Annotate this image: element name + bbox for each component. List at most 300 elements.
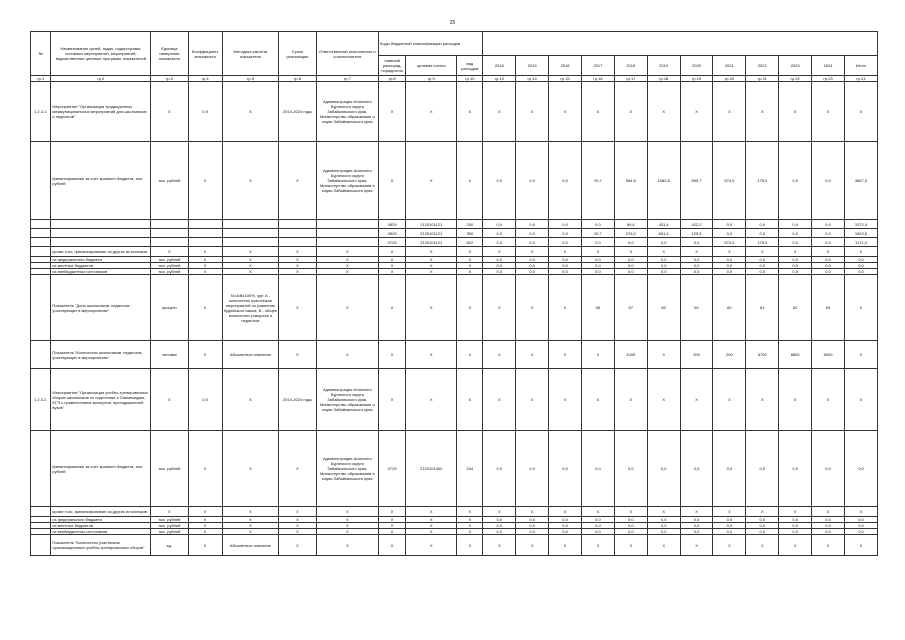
cell-value: 0,0 [812,529,845,535]
header-name: Наименование целей, задач, подпрограмм, основных мероприятий, мероприятий, ведомственных целевых программ, показателей [51,32,151,76]
cell-total: 1623,6 [844,229,877,238]
cell-value: 0,0 [713,229,746,238]
cell-value: X [680,82,713,142]
cell-value: X [647,507,680,517]
cell-value: 0,0 [647,257,680,263]
cell-resp: X [316,507,378,517]
cell-value: X [647,341,680,369]
cell-value: 0,0 [549,257,582,263]
cell-value: X [581,535,614,556]
cell-value: X [713,369,746,431]
cell-value: 0,0 [581,517,614,523]
cell-value: 0,0 [483,529,516,535]
cell-value: 0,0 [713,220,746,229]
cell-value: 0,0 [516,517,549,523]
cell-value: 0,0 [483,523,516,529]
header-year: 2023 [779,56,812,76]
cell-value: 0,0 [483,517,516,523]
cell-coef [188,229,222,238]
cell-value: X [812,369,845,431]
cell-term: X [279,142,316,220]
cell-value: X [614,247,647,257]
cell-value: 0,0 [812,263,845,269]
cell-coef: X [188,142,222,220]
header-row [31,32,878,56]
cell-unit [151,238,188,247]
cell-term: X [279,529,316,535]
cell-method: X [222,523,279,529]
cell-vr: X [457,257,483,263]
cell-value: X [680,369,713,431]
header-year: 2016 [549,56,582,76]
cell-value: 0,0 [483,431,516,507]
cell-value: 0,0 [614,269,647,275]
cell-value: 0,0 [647,523,680,529]
cell-value: 0,0 [713,269,746,275]
cell-value: X [713,535,746,556]
cell-grbs: 0829 [379,229,406,238]
cell-value: 69,4 [614,220,647,229]
cell-vr: X [457,269,483,275]
page-number: 25 [449,20,456,26]
cell-resp: X [316,523,378,529]
cell-unit: тыс. рублей [151,142,188,220]
cell-grbs: X [379,82,406,142]
cell-name [51,220,151,229]
cell-value: 0,0 [746,529,779,535]
cell-value: X [549,82,582,142]
cell-coef: X [188,517,222,523]
col-num: гр.16 [581,76,614,82]
col-num: гр.21 [746,76,779,82]
cell-term: X [279,523,316,529]
cell-value: 0,0 [516,229,549,238]
cell-value: 0,0 [483,220,516,229]
cell-method: X [222,369,279,431]
cell-value: 0,0 [614,523,647,529]
cell-value: 0,0 [549,229,582,238]
cell-value: 0,0 [647,269,680,275]
cell-value: 29,7 [581,142,614,220]
cell-coef: 0,9 [188,82,222,142]
cell-name: из внебюджетных источников [51,529,151,535]
cell-value: X [516,247,549,257]
cell-unit: ед. [151,535,188,556]
cell-value: X [680,247,713,257]
col-num: гр.18 [647,76,680,82]
table-row [31,82,878,142]
cell-name: Показатель "Количество школьников, педагогов, участвующих в мероприятиях" [51,341,151,369]
cell-value: 6900 [812,341,845,369]
cell-value: X [516,341,549,369]
header-term: Сроки реализации [279,32,316,76]
cell-value: 0,0 [779,257,812,263]
cell-value: 0,0 [746,220,779,229]
cell-total: 1072,4 [844,220,877,229]
cell-name: Мероприятие "Организация традиционных межмуниципальных мероприятий для школьников и педагогов" [51,82,151,142]
cell-value: 0,0 [746,229,779,238]
cell-coef: X [188,341,222,369]
cell-value: X [812,535,845,556]
header-year: 2022 [746,56,779,76]
cell-value: 0,0 [549,529,582,535]
cell-value: X [713,247,746,257]
cell-value: 0,0 [779,142,812,220]
cell-grbs: X [379,523,406,529]
cell-name: из местных бюджетов [51,263,151,269]
col-num: гр.8 [379,76,406,82]
cell-name: Показатель "Доля школьников, педагогов, участвующих в мероприятиях" [51,275,151,341]
cell-grbs: X [379,369,406,431]
cell-grbs: 0729 [379,431,406,507]
cell-value: 0,0 [614,529,647,535]
cell-term: X [279,535,316,556]
cell-value: X [713,507,746,517]
cell-value: 0,0 [581,269,614,275]
cell-value: 0,0 [812,229,845,238]
col-num: гр.23 [812,76,845,82]
cell-value: 6700 [746,341,779,369]
cell-value: X [680,507,713,517]
cell-total: X [844,275,877,341]
cell-value: 0,0 [680,529,713,535]
table-row [31,238,878,247]
table-row [31,341,878,369]
cell-grbs: X [379,263,406,269]
cell-value: X [746,247,779,257]
cell-value: X [581,82,614,142]
cell-value: 0,0 [516,523,549,529]
cell-value: 0,0 [779,529,812,535]
cell-value: X [647,369,680,431]
header-year: 2019 [647,56,680,76]
cell-value: X [516,82,549,142]
cell-unit: тыс. рублей [151,517,188,523]
cell-value: X [516,369,549,431]
cell-value: 60 [647,275,680,341]
col-num: гр.6 [279,76,316,82]
cell-resp: X [316,517,378,523]
cell-csr: X [406,523,457,529]
cell-unit: X [151,507,188,517]
cell-value: 0,0 [483,238,516,247]
cell-value: 63 [812,275,845,341]
cell-value: X [483,247,516,257]
cell-csr: 2120101121 [406,229,457,238]
header-total: Итого [844,56,877,76]
cell-method: Абсолютное значение [222,535,279,556]
cell-csr: 2120101121 [406,238,457,247]
cell-value: 175,0 [746,238,779,247]
col-num: гр.3 [151,76,188,82]
cell-value: 0,0 [549,263,582,269]
cell-value: 0,0 [483,142,516,220]
cell-vr: X [457,263,483,269]
cell-value: X [549,275,582,341]
cell-value: 431,4 [647,220,680,229]
cell-value: 0,0 [516,529,549,535]
cell-vr: X [457,529,483,535]
cell-no [31,507,51,517]
cell-term [279,220,316,229]
cell-value: 0,0 [746,263,779,269]
col-num: гр.13 [483,76,516,82]
cell-value: 276,0 [614,229,647,238]
header-unit: Единица измерения показателя [151,32,188,76]
cell-term: X [279,247,316,257]
table-row [31,142,878,220]
cell-total: 0,0 [844,263,877,269]
cell-value: 1082,8 [647,142,680,220]
cell-coef: X [188,535,222,556]
cell-value: 0,0 [549,238,582,247]
cell-vr: X [457,142,483,220]
cell-term: X [279,517,316,523]
cell-csr: X [406,275,457,341]
cell-resp [316,238,378,247]
header-year: 2019 [516,56,549,76]
cell-term: X [279,263,316,269]
cell-name: из федерального бюджета [51,517,151,523]
col-num: гр.10 [457,76,483,82]
cell-value: 0,0 [812,220,845,229]
cell-value: 0,0 [713,263,746,269]
cell-value: X [581,341,614,369]
cell-grbs: X [379,517,406,523]
cell-value: X [483,341,516,369]
cell-name [51,229,151,238]
header-year: 2024 [812,56,845,76]
cell-value: 574,0 [713,238,746,247]
cell-value: 1000 [614,341,647,369]
header-blank [483,32,878,56]
cell-value: 125,5 [680,229,713,238]
cell-value: 0,0 [812,517,845,523]
col-num: гр.19 [680,76,713,82]
cell-grbs: X [379,535,406,556]
cell-method: X [222,82,279,142]
cell-no [31,275,51,341]
cell-method: X [222,529,279,535]
cell-unit: тыс. рублей [151,431,188,507]
cell-vr: 350 [457,229,483,238]
cell-value: 0,0 [581,220,614,229]
cell-total: 0,0 [844,523,877,529]
cell-total: X [844,369,877,431]
cell-value: 0,0 [581,431,614,507]
cell-value: 0,0 [483,263,516,269]
cell-unit: тыс. рублей [151,529,188,535]
header-year: 2017 [581,56,614,76]
cell-value: X [779,247,812,257]
cell-csr: X [406,507,457,517]
cell-value: X [581,369,614,431]
cell-value: X [746,535,779,556]
cell-vr: X [457,523,483,529]
cell-unit: тыс. рублей [151,523,188,529]
cell-csr: X [406,257,457,263]
col-num: гр.9 [406,76,457,82]
cell-value: 0,0 [647,431,680,507]
cell-value: X [680,535,713,556]
cell-value: 0,0 [812,523,845,529]
cell-value: 0,0 [614,238,647,247]
cell-no: 1.2.3.1. [31,82,51,142]
cell-csr: X [406,269,457,275]
cell-value: 0,0 [746,523,779,529]
table-row [31,369,878,431]
cell-value: 0,0 [647,263,680,269]
cell-term: X [279,269,316,275]
cell-term: 2014-2024 годы [279,369,316,431]
cell-coef: X [188,529,222,535]
cell-resp: Администрация Агинского Бурятского округа Забайкальского края, Министерство образования и науки Забайкальского края [316,369,378,431]
cell-csr: 2120101121 [406,220,457,229]
cell-value: X [779,369,812,431]
col-num: гр.17 [614,76,647,82]
cell-value: X [549,247,582,257]
cell-resp: Администрация Агинского Бурятского округа Забайкальского края, Министерство образования и науки Забайкальского края [316,431,378,507]
cell-unit [151,229,188,238]
cell-value: 0,0 [680,269,713,275]
cell-vr: X [457,369,483,431]
cell-unit: X [151,369,188,431]
header-no: № [31,32,51,76]
cell-resp: X [316,263,378,269]
cell-value: 0,0 [779,517,812,523]
cell-vr: X [457,517,483,523]
cell-no [31,229,51,238]
cell-term [279,238,316,247]
cell-term: 2014-2024 годы [279,82,316,142]
cell-coef: X [188,431,222,507]
cell-name: из внебюджетных источников [51,269,151,275]
cell-value: 0,0 [680,517,713,523]
cell-resp: Администрация Агинского Бурятского округа Забайкальского края, Министерство образования и науки Забайкальского края [316,82,378,142]
cell-value: 6800 [779,341,812,369]
cell-value: X [746,82,779,142]
cell-value: 0,0 [812,257,845,263]
cell-value: 0,0 [581,257,614,263]
cell-unit: тыс. рублей [151,257,188,263]
cell-vr: 240 [457,220,483,229]
cell-term: X [279,341,316,369]
cell-unit: тыс. рублей [151,263,188,269]
cell-csr: X [406,529,457,535]
cell-total: 0,0 [844,269,877,275]
cell-value: 61 [746,275,779,341]
cell-value: 0,0 [614,263,647,269]
cell-total: 0,0 [844,257,877,263]
cell-vr: X [457,275,483,341]
cell-value: 0,0 [680,238,713,247]
cell-method [222,238,279,247]
header-year: 2021 [713,56,746,76]
cell-value: 175,0 [746,142,779,220]
cell-value: 0,0 [483,229,516,238]
cell-value: 0,0 [812,238,845,247]
cell-total: X [844,341,877,369]
cell-value: 0,0 [746,517,779,523]
cell-csr: X [406,535,457,556]
cell-value: 0,0 [614,257,647,263]
cell-no [31,142,51,220]
cell-total: 0,0 [844,431,877,507]
cell-value: X [614,535,647,556]
cell-value: 57 [614,275,647,341]
cell-name: Мероприятие "Организация учебно-тренировочных сборов школьников по подготовке к Олимпиадам, ЕГЭ с привлечением экспертов, преподавателей вузов" [51,369,151,431]
cell-method: N=A/Bx100%, где: A - количество участников мероприятий по развитию будайского языка; B - общее количество учащихся и педагогов [222,275,279,341]
cell-value: X [614,82,647,142]
cell-value: X [483,82,516,142]
cell-value: 0,0 [713,529,746,535]
cell-total: 0,0 [844,517,877,523]
cell-value: 0,0 [647,517,680,523]
cell-value: 0,0 [779,269,812,275]
cell-value: X [581,247,614,257]
cell-value: 0,0 [549,220,582,229]
cell-csr: X [406,369,457,431]
cell-grbs: X [379,247,406,257]
cell-name: финансирование за счет краевого бюджета, тыс. рублей [51,431,151,507]
cell-value: 0,0 [746,269,779,275]
cell-value: 0,0 [680,523,713,529]
cell-value: 0,0 [680,431,713,507]
cell-value: 60 [680,275,713,341]
cell-total: X [844,247,877,257]
cell-value: 200 [713,341,746,369]
cell-csr: 2120101400 [406,431,457,507]
header-year: 2020 [680,56,713,76]
cell-coef: X [188,523,222,529]
cell-value: X [779,82,812,142]
cell-method: X [222,517,279,523]
cell-term: X [279,257,316,263]
table-row [31,247,878,257]
cell-method: X [222,269,279,275]
cell-vr: X [457,535,483,556]
cell-resp: X [316,535,378,556]
table-row [31,431,878,507]
cell-coef: X [188,507,222,517]
cell-name: из местных бюджетов [51,523,151,529]
cell-term: X [279,507,316,517]
cell-value: 0,0 [549,269,582,275]
cell-resp: X [316,269,378,275]
cell-resp: X [316,529,378,535]
cell-value: X [647,535,680,556]
cell-method [222,220,279,229]
cell-value: X [812,82,845,142]
cell-coef: X [188,247,222,257]
budget-table [30,31,878,556]
col-num: гр.22 [779,76,812,82]
cell-method: X [222,431,279,507]
cell-total: 3667,0 [844,142,877,220]
cell-unit: X [151,82,188,142]
cell-unit [151,220,188,229]
cell-grbs: X [379,275,406,341]
cell-method: Абсолютное значение [222,341,279,369]
cell-value: X [483,369,516,431]
cell-value: 0,0 [516,238,549,247]
cell-value: 29,7 [581,229,614,238]
header-method: Методика расчета показателя [222,32,279,76]
cell-value: 0,0 [779,238,812,247]
cell-total: X [844,535,877,556]
cell-value: 0,0 [713,257,746,263]
cell-resp: X [316,257,378,263]
